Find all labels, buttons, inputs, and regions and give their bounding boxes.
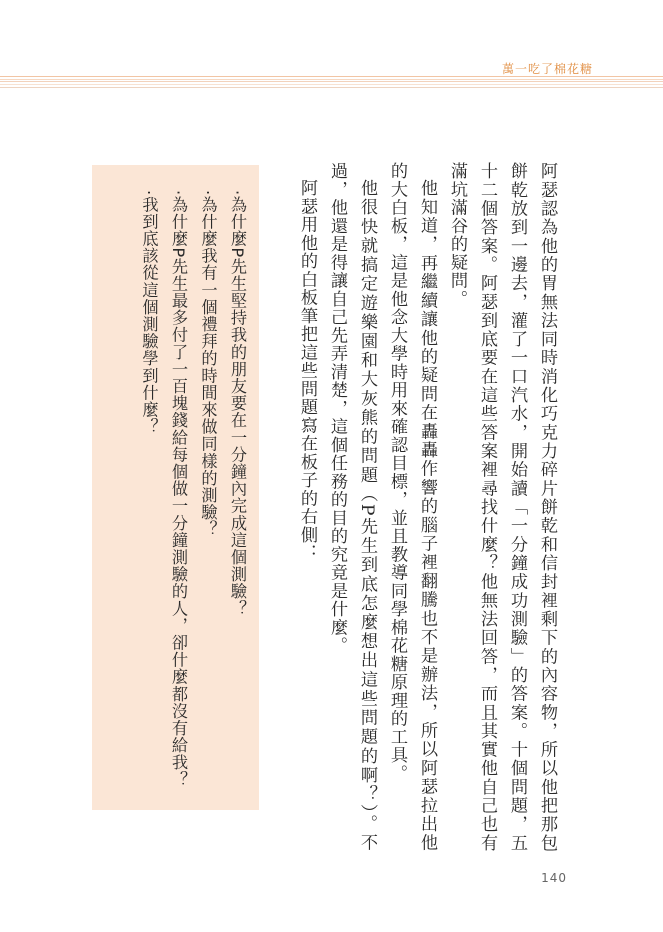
bullet: ·: [169, 190, 188, 197]
question-text: 為什麼我有一個禮拜的時間來做同樣的測驗？: [198, 196, 218, 539]
paragraph: 他很快就搞定遊樂園和大灰熊的問題（P先生到底怎麼想出這些問題的啊？）。不過，他還是得讓自己先弄清楚，這個任務的目的究竟是什麼。: [327, 162, 377, 852]
page-number: 140: [541, 871, 567, 885]
question-text: 為什麼P先生最多付了一百塊錢給每個做一分鐘測驗的人，卻什麼都沒有給我？: [169, 196, 188, 789]
header-rule-lines: [0, 76, 663, 88]
paragraph: 阿瑟認為他的胃無法同時消化巧克力碎片餅乾和信封裡剩下的內容物，所以他把那包餅乾放到一邊去，灌了一口汽水，開始讀「一分鐘成功測驗」的答案。十個問題，五十二個答案。阿瑟到底要在這些答案裡尋找什麼？他無法回答，而且其實他自己也有滿坑滿谷的疑問。: [447, 162, 557, 852]
header-rule: [0, 87, 663, 88]
header-rule: [0, 81, 663, 82]
paragraph: 他知道，再繼續讓他的疑問在轟轟作響的腦子裡翻騰也不是辦法，所以阿瑟拉出他的大白板，這是他念大學時用來確認目標，並且教導同學棉花糖原理的工具。: [387, 162, 437, 852]
bullet: ·: [198, 190, 218, 197]
question-text: 為什麼P先生堅持我的朋友要在一分鐘內完成這個測驗？: [228, 196, 247, 618]
header-rule: [0, 79, 663, 80]
body-text: [262, 162, 562, 852]
questions-list: [100, 190, 252, 790]
question-text: 我到底該從這個測驗學到什麼？: [139, 196, 159, 436]
running-header-title: 萬一吃了棉花糖: [501, 62, 593, 76]
bullet: ·: [139, 190, 159, 197]
question-item: [223, 190, 253, 790]
bullet: ·: [228, 190, 247, 197]
question-item: [193, 190, 223, 790]
paragraph: 阿瑟用他的白板筆把這些問題寫在板子的右側：: [297, 179, 317, 563]
question-item: [164, 190, 194, 790]
question-item: [134, 190, 164, 790]
header-rule: [0, 84, 663, 85]
